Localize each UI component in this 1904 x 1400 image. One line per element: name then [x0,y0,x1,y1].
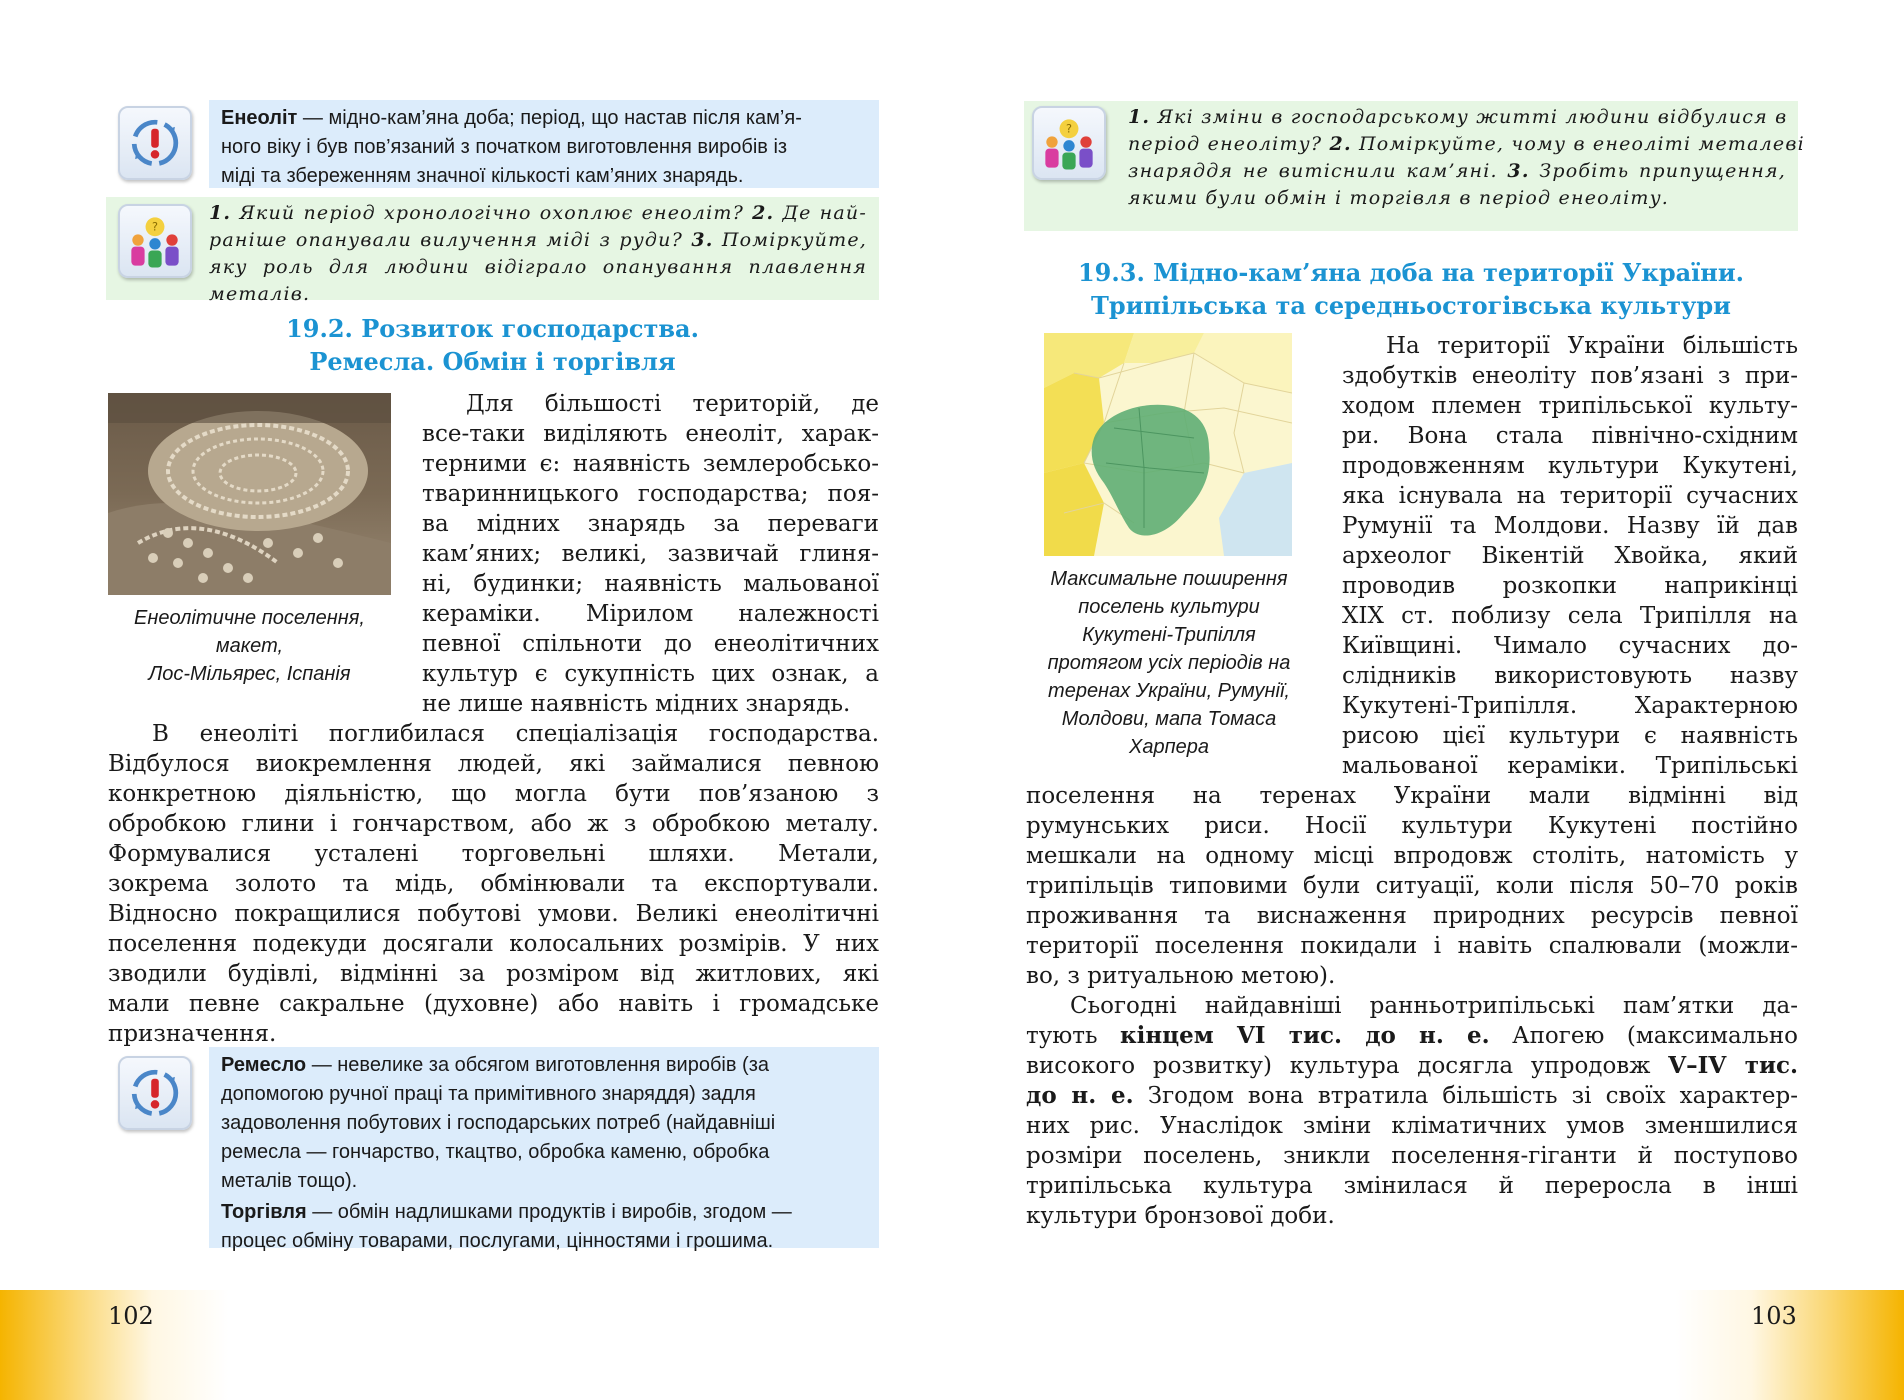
text-line: проживання та виснаження природних ресурсів певної [1026,903,1798,929]
text-line: Київщині. Чимало сучасних до- [1342,633,1798,659]
caption-line: Харпера [1129,736,1209,758]
text-line: території поселення покидали і навіть спалювали (можли- [1026,933,1798,959]
heading-line: Ремесла. Обмін і торгівля [309,347,676,376]
photo-caption [108,604,391,688]
text-line: розміри поселень, зникли поселення-гіганти й поступово [1026,1143,1798,1169]
text-line: Румунії та Молдови. Назву їй дав [1342,513,1798,539]
paragraph-trypillia-full [1026,781,1798,991]
def-text: — мідно-кам’яна доба; період, що настав після кам’я- [297,107,802,129]
exclamation-icon [118,106,192,180]
text-line: Відносно покращилися побутові умови. Великі енеолітичні [108,901,879,927]
def-text: задоволення побутових і господарських потреб (найдавніші [221,1112,776,1134]
svg-text:?: ? [1065,121,1073,136]
text-line: XIX ст. поблизу села Трипілля на [1342,603,1798,629]
q-text: Поміркуйте, чому в енеоліті металеві [1351,133,1805,155]
paragraph-specialization [108,719,879,1049]
text-line: все-таки виділяють енеоліт, харак- [422,421,879,447]
text-line: кераміки. Мірилом належності [422,601,879,627]
definition-box-craft-trade [209,1047,879,1252]
text-line: слідників використовують назву [1342,663,1798,689]
q-number: 1. [209,202,232,224]
caption-line: Кукутені-Трипілля [1082,624,1256,646]
heading-line: Трипільська та середньостогівська культури [1091,291,1731,320]
settlement-model-photo [108,393,391,595]
text-line: мали певне сакральне (духовне) або навіть і громадське [108,991,879,1017]
text-line: кам’яних; великі, зазвичай глиня- [422,541,879,567]
text-line: трипільська культура змінилася й переросла в інші [1026,1173,1798,1199]
def-text: процес обміну товарами, послугами, цінностями і грошима. [221,1230,774,1252]
text-line: проводив розкопки наприкінці [1342,573,1798,599]
text-line: яка існувала на території сучасних [1342,483,1798,509]
q-number: 3. [1507,160,1530,182]
page-number: 103 [1751,1302,1797,1330]
q-text: Який період хронологічно охоплює енеоліт? [231,202,753,224]
text-line: поселення подекуди досягали колосальних розмірів. У них [108,931,879,957]
page-number: 102 [108,1302,154,1330]
heading-line: 19.3. Мідно-кам’яна доба на території України. [1077,258,1744,287]
term-eneolith: Енеоліт [221,107,298,129]
heading-line: 19.2. Розвиток господарства. [286,314,699,343]
text-line: во, з ритуальною метою). [1026,963,1336,989]
caption-line: поселень культури [1078,596,1260,618]
definition-box-eneolith [209,100,879,188]
text-line: них рис. Унаслідок зміни кліматичних умов зменшилися [1026,1113,1798,1139]
caption-line: протягом усіх періодів на [1047,652,1291,674]
students-group-icon [1032,106,1106,180]
question-box-1 [197,197,879,305]
text-line: призначення. [108,1021,277,1047]
term-trade: Торгівля [221,1201,307,1223]
caption-line: макет, [215,635,284,657]
q-text: якими були обмін і торгівля в період енеоліту. [1128,187,1670,209]
paragraph-eneolith-features [422,389,879,719]
text-line: продовженням культури Кукутені, [1342,453,1798,479]
date-emphasis: до н. е. [1026,1082,1134,1109]
text-fragment: Апогею (максимально [1489,1023,1798,1049]
text-line: обробкою глини і гончарством, або ж з обробкою металу. [108,811,879,837]
text-line: терними є: наявність землеробсько- [422,451,879,477]
q-text: Де най- [774,202,867,224]
paragraph-trypillia-dating [1026,991,1798,1231]
text-line: рисою цієї культури є наявність [1342,723,1798,749]
text-line: ва мідних знарядь за переваги [422,511,879,537]
cucuteni-trypillia-map [1044,333,1292,556]
text-line: ні, будинки; наявність мальованої [422,571,879,597]
text-line: мальованої кераміки. Трипільські [1342,753,1798,779]
q-number: 1. [1128,106,1151,128]
q-text: раніше опанували вилучення міді з руди? [209,229,692,251]
def-text: — обмін надлишками продуктів і виробів, згодом — [306,1201,792,1223]
date-emphasis: кінцем VI тис. до н. е. [1120,1022,1490,1049]
caption-line: теренах України, Румунії, [1048,680,1290,702]
text-fragment: високого розвитку) культура досягла упродовж [1026,1053,1669,1079]
text-line: поселення на теренах України мали відмінні від [1026,783,1798,809]
date-emphasis: V–IV тис. [1668,1052,1799,1079]
text-line: трипільців типовими були ситуації, коли після 50–70 років [1026,873,1798,899]
text-fragment: тують [1026,1023,1120,1049]
q-text: Поміркуйте, [713,229,867,251]
text-line: В енеоліті поглибилася спеціалізація господарства. [152,721,879,747]
text-line: тваринницького господарства; поя- [422,481,879,507]
caption-line: Максимальне поширення [1050,568,1288,590]
def-text: — невелике за обсягом виготовлення виробів (за [306,1054,770,1076]
def-text: ремесла — гончарство, ткацтво, обробка каменю, обробка [221,1141,770,1163]
text-line: Формувалися усталені торговельні шляхи. Метали, [108,841,879,867]
def-text: міді та збереженням значної кількості кам’яних знарядь. [221,165,744,187]
q-text: період енеоліту? [1128,133,1330,155]
section-heading-19-3 [1024,256,1798,322]
question-box-2 [1116,101,1805,213]
caption-line: Енеолітичне поселення, [134,607,365,629]
text-fragment: Згодом вона втратила більшість зі своїх характер- [1133,1083,1798,1109]
text-line: ходом племен трипільської культу- [1342,393,1798,419]
text-line: румунських риси. Носії культури Кукутені постійно [1026,813,1798,839]
text-line: конкретною діяльністю, що могла бути пов’язаною з [108,781,879,807]
text-line: На території України більшість [1386,333,1798,359]
text-line: культур є сукупність цих ознак, а [422,661,879,687]
text-line: ри. Вона стала північно-східним [1342,423,1798,449]
paragraph-trypillia-side [1342,331,1798,781]
q-number: 3. [691,229,714,251]
svg-text:?: ? [151,219,159,234]
text-line: Для більшості територій, де [466,391,879,417]
text-line: археолог Вікентій Хвойка, який [1342,543,1798,569]
map-caption [1028,565,1310,761]
term-craft: Ремесло [221,1054,307,1076]
text-line: зводили будівлі, відмінні за розміром від житлових, які [108,961,879,987]
q-number: 2. [1329,133,1352,155]
def-text: металів тощо). [221,1170,358,1192]
text-line: зокрема золото та мідь, обмінювали та експортували. [108,871,879,897]
caption-line: Лос-Мільярес, Іспанія [148,663,351,685]
def-text: допомогою ручної праці та примітивного знаряддя) задля [221,1083,756,1105]
q-number: 2. [752,202,775,224]
text-line: Сьогодні найдавніші ранньотрипільські пам’ятки да- [1070,993,1798,1019]
def-text: ного віку і був пов’язаний з початком виготовлення виробів із [221,136,788,158]
text-line: не лише наявність мідних знарядь. [422,691,851,717]
text-line: Відбулося виокремлення людей, які займалися певною [108,751,879,777]
text-line: Кукутені-Трипілля. Характерною [1342,693,1798,719]
text-line: здобутків енеоліту пов’язані з при- [1342,363,1798,389]
q-text: Зробіть припущення, [1529,160,1786,182]
q-text: знаряддя не витіснили кам’яні. [1128,160,1508,182]
right-page [952,0,1904,1400]
exclamation-icon [118,1056,192,1130]
q-text: металів. [209,283,311,305]
text-line: культури бронзової доби. [1026,1203,1335,1229]
text-line: певної спільноти до енеолітичних [422,631,879,657]
students-group-icon [118,204,192,278]
text-line: мешкали на одному місці впродовж століть, натомість у [1026,843,1798,869]
section-heading-19-2 [106,312,879,378]
q-text: Які зміни в господарському житті людини відбулися в [1150,106,1788,128]
q-text: яку роль для людини відіграло опанування плавлення [209,256,867,278]
caption-line: Молдови, мапа Томаса [1061,708,1277,730]
